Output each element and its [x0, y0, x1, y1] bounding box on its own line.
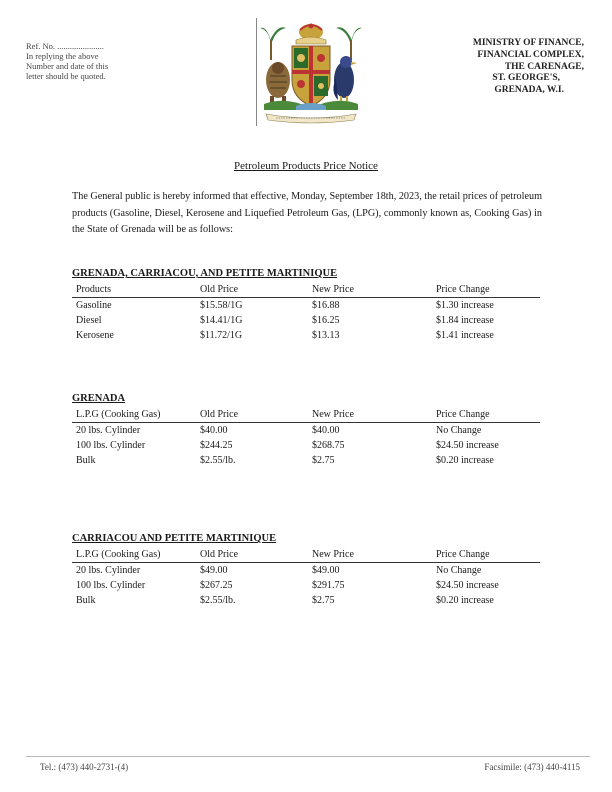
table-cell: $1.41 increase — [436, 330, 494, 342]
footer-telephone: Tel.: (473) 440-2731-(4) — [40, 762, 129, 772]
table-cell: $0.20 increase — [436, 455, 494, 467]
reference-line: letter should be quoted. — [26, 71, 106, 81]
section-heading-grenada: GRENADA — [72, 393, 126, 404]
ministry-line: THE CARENAGE, — [504, 61, 584, 72]
table-row — [72, 422, 540, 438]
table-cell: No Change — [436, 424, 482, 436]
reference-line: In replying the above — [26, 51, 99, 61]
table-cell: Kerosene — [76, 330, 114, 342]
table-row — [72, 438, 540, 454]
coat-of-arms-icon — [256, 18, 366, 126]
column-header: Old Price — [196, 282, 308, 297]
table-cell: $11.72/1G — [200, 330, 243, 342]
column-header: New Price — [308, 407, 432, 422]
table-cell: $268.75 — [312, 439, 345, 451]
ministry-address — [473, 38, 584, 97]
ministry-line: FINANCIAL COMPLEX, — [477, 49, 584, 60]
table-header-row — [72, 547, 540, 562]
table-row — [72, 328, 540, 344]
table-header-row — [72, 282, 540, 297]
table-cell: Bulk — [76, 455, 96, 467]
ministry-line: ST. GEORGE'S, — [492, 73, 560, 84]
reference-line: Ref. No. ...................... — [26, 41, 104, 51]
table-cell: $1.84 increase — [436, 314, 494, 326]
table-row — [72, 297, 540, 313]
table-cell: $291.75 — [312, 579, 345, 591]
table-cell: $2.55/lb. — [200, 595, 236, 607]
table-cell: $2.75 — [312, 595, 335, 607]
notice-intro: The General public is hereby informed that effective, Monday, September 18th, 2023, the retail prices of petroleum products (Gasoline, Diesel, Kerosene and Liquefied Petroleum Gas, (LPG), commonly known as, Cooking Gas) in the State of Grenada will be as follows: — [72, 191, 542, 235]
column-header: New Price — [308, 547, 432, 562]
table-cell: $14.41/1G — [200, 314, 243, 326]
table-cell: Diesel — [76, 314, 102, 326]
table-cell: $267.25 — [200, 579, 233, 591]
table-cell: No Change — [436, 564, 482, 576]
table-cell: $244.25 — [200, 439, 233, 451]
section-heading-all-islands: GRENADA, CARRIACOU, AND PETITE MARTINIQUE — [72, 268, 338, 279]
footer-facsimile: Facsimile: (473) 440-4115 — [484, 762, 580, 772]
table-cell: $24.50 increase — [436, 579, 499, 591]
column-header: Price Change — [432, 407, 540, 422]
table-cell: $16.25 — [312, 314, 340, 326]
table-cell: $2.55/lb. — [200, 455, 236, 467]
reference-line: Number and date of this — [26, 61, 109, 71]
table-header-row — [72, 407, 540, 422]
column-header: Price Change — [432, 282, 540, 297]
table-row — [72, 562, 540, 578]
table-cell: 100 lbs. Cylinder — [76, 439, 146, 451]
reference-block — [26, 41, 122, 81]
table-cell: 100 lbs. Cylinder — [76, 579, 146, 591]
column-header: Old Price — [196, 547, 308, 562]
lpg-carriacou-table — [72, 547, 540, 609]
table-row — [72, 453, 540, 469]
notice-title: Petroleum Products Price Notice — [234, 160, 378, 172]
table-cell: $49.00 — [312, 564, 340, 576]
table-cell: $40.00 — [200, 424, 228, 436]
ministry-line: GRENADA, W.I. — [494, 85, 564, 96]
footer-divider — [26, 756, 590, 757]
section-heading-carriacou: CARRIACOU AND PETITE MARTINIQUE — [72, 533, 277, 544]
table-cell: $13.13 — [312, 330, 340, 342]
table-cell: $16.88 — [312, 299, 340, 311]
column-header: Price Change — [432, 547, 540, 562]
table-row — [72, 578, 540, 594]
column-header: L.P.G (Cooking Gas) — [72, 407, 196, 422]
table-cell: Bulk — [76, 595, 96, 607]
ministry-line: MINISTRY OF FINANCE, — [472, 38, 584, 48]
table-cell: $0.20 increase — [436, 595, 494, 607]
table-cell: $40.00 — [312, 424, 340, 436]
table-row — [72, 593, 540, 609]
table-row — [72, 313, 540, 329]
table-cell: Gasoline — [76, 299, 112, 311]
table-cell: $49.00 — [200, 564, 228, 576]
column-header: New Price — [308, 282, 432, 297]
lpg-grenada-table — [72, 407, 540, 469]
column-header: Products — [72, 282, 196, 297]
column-header: L.P.G (Cooking Gas) — [72, 547, 196, 562]
table-cell: 20 lbs. Cylinder — [76, 424, 141, 436]
table-cell: $15.58/1G — [200, 299, 243, 311]
column-header: Old Price — [196, 407, 308, 422]
table-cell: 20 lbs. Cylinder — [76, 564, 141, 576]
table-cell: $24.50 increase — [436, 439, 499, 451]
table-cell: $1.30 increase — [436, 299, 494, 311]
table-cell: $2.75 — [312, 455, 335, 467]
fuel-price-table — [72, 282, 540, 344]
